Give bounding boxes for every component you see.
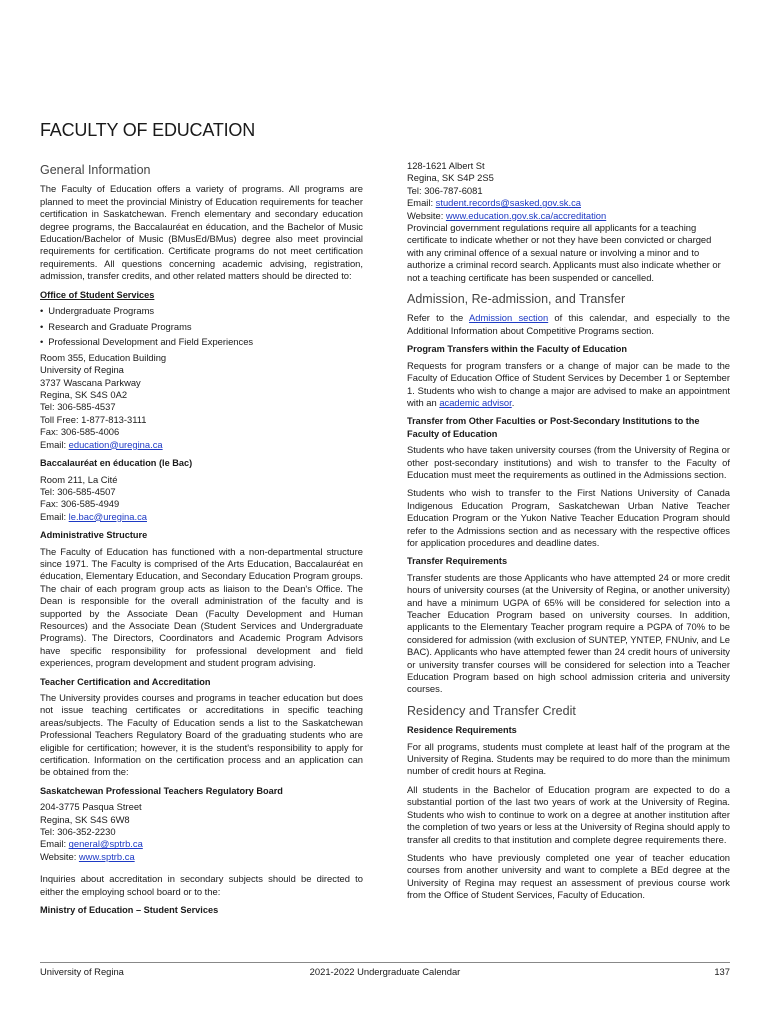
email-line [40, 838, 363, 850]
email-line [40, 439, 363, 451]
bac-heading: Baccalauréat en éducation (le Bac) [40, 458, 193, 469]
transfer-requirements-text: Transfer students are those Applicants who have attempted 24 or more credit hours of university courses (at the University of Regina, or another university) and have a minimum UGPA of 65% will be considered for selection into a Teacher Education Program based on university courses. In addition, applicants to the Elementary Teacher program require a PGPA of 70% to be considered for admission (with exclusion of SUNTEP, YNTEP, FNUniv, and Le BAC). Applicants who have attempted fewer than 24 credit hours of university or university transfer courses will be considered for selection into a Teacher Education Program based on high school admission criteria and university courses. [407, 571, 730, 695]
address-line: Regina, SK S4P 2S5 [407, 172, 494, 184]
left-column [40, 158, 363, 921]
email-line [40, 511, 363, 523]
page-number: 137 [714, 966, 730, 977]
office-student-services-address [40, 352, 363, 451]
sptrb-website-link[interactable]: www.sptrb.ca [78, 850, 135, 862]
email-label: Email: [40, 510, 69, 522]
address-line: Toll Free: 1-877-813-3111 [40, 413, 147, 425]
ministry-email-link[interactable]: student.records@sasked.gov.sk.ca [435, 197, 582, 209]
address-line: 128-1621 Albert St [407, 160, 485, 171]
address-line: Tel: 306-352-2230 [40, 826, 116, 838]
administrative-structure-heading: Administrative Structure [40, 530, 148, 541]
admission-text-pre: Refer to the [407, 312, 469, 324]
program-transfers-text [407, 360, 730, 410]
ministry-address [407, 160, 730, 284]
footer-university: University of Regina [40, 966, 124, 977]
ministry-website-link[interactable]: www.education.gov.sk.ca/accreditation [445, 209, 607, 221]
website-label: Website: [407, 209, 446, 221]
program-transfers-text-post: . [511, 396, 515, 408]
admission-section-link[interactable]: Admission section [468, 312, 549, 324]
bac-email-link[interactable]: le.bac@uregina.ca [68, 510, 147, 522]
sptrb-address [40, 801, 363, 863]
address-line: Room 355, Education Building [40, 351, 167, 363]
general-information-text: The Faculty of Education offers a variety of programs. All programs are planned to meet the provincial Ministry of Education requirements for teacher certification in Saskatchewan. French elementary and secondary education degree programs, the Baccalauréat en éducation, and the Bachelor of Music Education/Bachelor of Music (BMusEd/BMus) degree also meet provincial requirements for certification. Certificate programs do not meet certification requirements. All questions concerning academic advising, registration, admission, transfer credits, and other related matters should be directed to: [40, 183, 363, 282]
list-item: • Undergraduate Programs [40, 305, 363, 317]
page-title: FACULTY OF EDUCATION [40, 120, 256, 140]
address-line: University of Regina [40, 364, 124, 376]
email-label: Email: [40, 838, 69, 850]
bac-address [40, 474, 363, 524]
administrative-structure-text: The Faculty of Education has functioned with a non-departmental structure since 1971. The Faculty is comprised of the Arts Education, Baccalauréat en éducation, Elementary Education, and Secondary Education Program groups. The chair of each program group acts as liaison to the Dean's Office. The Dean is responsible for the overall administration of the faculty and is supported by the Associate Dean (Faculty Development and Human Resources) and the Associate Dean (Student Services and Undergraduate Programs). The Directors, Coordinators and Academic Program Advisors have specific responsibility for professional development and field experiences, program development and student program advising. [40, 545, 363, 669]
address-line: Tel: 306-787-6081 [407, 184, 483, 196]
footer-divider [40, 962, 730, 963]
address-line: Tel: 306-585-4537 [40, 401, 116, 413]
ministry-heading: Ministry of Education – Student Services [40, 905, 219, 916]
general-information-heading: General Information [40, 163, 151, 177]
website-label: Website: [40, 850, 79, 862]
email-line [407, 197, 730, 209]
ministry-regulations-text: Provincial government regulations require all applicants for a teaching certificate to indicate whether or not they have been convicted or charged with any criminal offence of a sexual nature or involving a minor and to authorize a criminal record search. Applicants must also indicate whether or not a teaching certificate has been suspended or cancelled. [407, 222, 721, 283]
teacher-certification-text: The University provides courses and programs in teacher education but does not issue teaching certificates or accreditations in specific teaching areas/subjects. The Faculty of Education sends a list to the Saskatchewan Professional Teachers Regulatory Board of the graduating students who are eligible for certification; however, it is the student's responsibility to apply for certification. Information on the certification process and an application can be obtained from the: [40, 692, 363, 778]
address-line: 204-3775 Pasqua Street [40, 801, 142, 813]
admission-heading: Admission, Re-admission, and Transfer [407, 292, 626, 307]
academic-advisor-link[interactable]: academic advisor [439, 396, 512, 408]
website-line [407, 210, 730, 222]
transfer-other-faculties-heading: Transfer from Other Faculties or Post-Secondary Institutions to the Faculty of Education [407, 416, 700, 439]
admission-text-post: of this calendar, and especially to the Additional Information about Competitive Programs section. [407, 312, 730, 336]
inquiries-text: Inquiries about accreditation in secondary subjects should be directed to either the employing school board or to the: [40, 873, 363, 897]
sptrb-email-link[interactable]: general@sptrb.ca [68, 838, 143, 850]
office-services-list [40, 305, 363, 349]
residence-requirements-heading: Residence Requirements [407, 725, 517, 736]
program-transfers-heading: Program Transfers within the Faculty of Education [407, 344, 628, 355]
list-item: • Professional Development and Field Experiences [40, 336, 363, 348]
address-line: Tel: 306-585-4507 [40, 485, 116, 497]
sptrb-heading: Saskatchewan Professional Teachers Regulatory Board [40, 785, 283, 796]
education-email-link[interactable]: education@uregina.ca [68, 438, 163, 450]
footer-calendar: 2021-2022 Undergraduate Calendar [309, 966, 461, 977]
transfer-other-text-2: Students who wish to transfer to the First Nations University of Canada Indigenous Education Program, Saskatchewan Urban Native Teacher Education Program or the Yukon Native Teacher Education Program should refer to the Admissions section and as necessary with the respective offices for application procedures and deadline dates. [407, 487, 730, 548]
website-line [40, 851, 363, 863]
address-line: Regina, SK S4S 0A2 [40, 389, 128, 401]
address-line: Fax: 306-585-4949 [40, 498, 120, 510]
program-transfers-text-pre: Requests for program transfers or a change of major can be made to the Faculty of Education Office of Student Services by December 1 or September 1. Students who wish to change a major are advised to make an appointment with an [407, 359, 730, 408]
email-label: Email: [40, 438, 69, 450]
residence-text-2: All students in the Bachelor of Education program are expected to do a substantial portion of the last two years of work at the University of Regina. Students who wish to continue to work on a degree at another institution after the completion of two years or less at the University of Regina should apply to transfer all credits to that institution and complete degree requirements there. [407, 783, 730, 845]
address-line: Room 211, La Cité [40, 473, 118, 485]
email-label: Email: [407, 197, 436, 209]
list-item: • Research and Graduate Programs [40, 321, 363, 333]
teacher-certification-heading: Teacher Certification and Accreditation [40, 676, 211, 687]
transfer-requirements-heading: Transfer Requirements [407, 556, 508, 567]
residence-text-1: For all programs, students must complete at least half of the program at the University of Regina. Students may be required to do more than the minimum number of credit hours at Regina. [407, 740, 730, 777]
address-line: Fax: 306-585-4006 [40, 426, 120, 438]
office-student-services-heading: Office of Student Services [40, 289, 155, 300]
address-line: 3737 Wascana Parkway [40, 376, 141, 388]
transfer-other-text-1: Students who have taken university courses (from the University of Regina or other post-secondary institutions) and wish to transfer to the Faculty of Education must meet the requirements as outlined in the Admissions section. [407, 444, 730, 480]
residency-heading: Residency and Transfer Credit [407, 703, 576, 718]
address-line: Regina, SK S4S 6W8 [40, 813, 130, 825]
admission-text [407, 312, 730, 337]
residence-text-3: Students who have previously completed one year of teacher education courses from another university and want to complete a BEd degree at the University of Regina may request an assessment of previous course work from the Office of Student Services, Faculty of Education. [407, 851, 730, 901]
right-column [407, 158, 730, 908]
